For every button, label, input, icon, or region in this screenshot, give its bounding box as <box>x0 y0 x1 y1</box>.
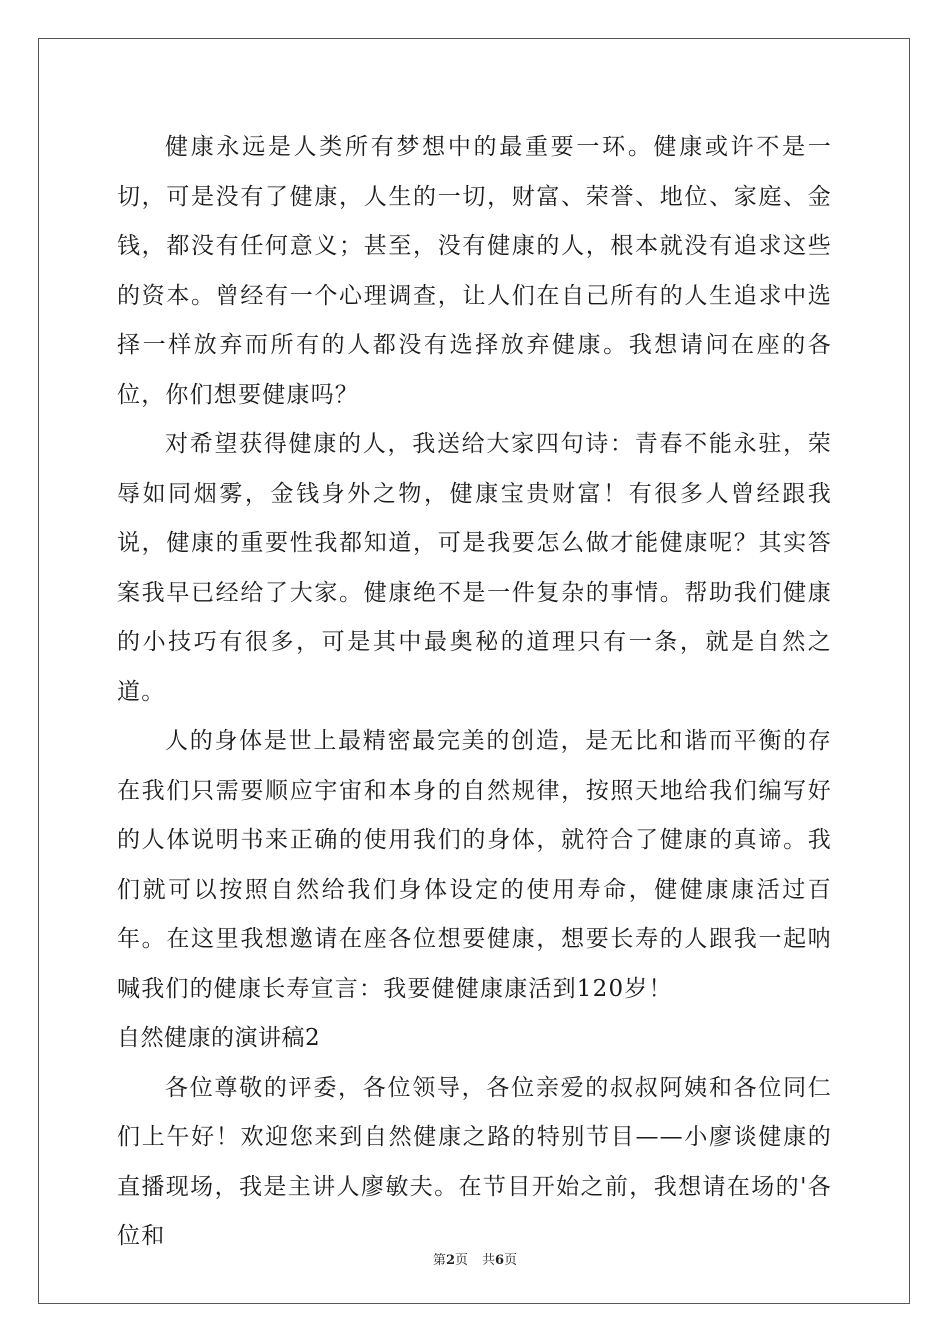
page-suffix: 页 <box>454 1253 468 1268</box>
document-body <box>117 123 832 1262</box>
page-prefix: 第 <box>432 1253 446 1268</box>
paragraph-1: 健康永远是人类所有梦想中的最重要一环。健康或许不是一切，可是没有了健康，人生的一切，财富、荣誉、地位、家庭、金钱，都没有任何意义；甚至，没有健康的人，根本就没有追求这些的资本。曾经有一个心理调查，让人们在自己所有的人生追求中选择一样放弃而所有的人都没有选择放弃健康。我想请问在座的各位，你们想要健康吗？ <box>117 134 832 408</box>
page-total: 6 <box>495 1253 505 1268</box>
section-paragraph-1: 各位尊敬的评委，各位领导，各位亲爱的叔叔阿姨和各位同仁们上午好！欢迎您来到自然健康之路的特别节目——小廖谈健康的直播现场，我是主讲人廖敏夫。在节目开始之前，我想请在场的'各位和 <box>117 1074 832 1249</box>
page-current: 2 <box>445 1253 455 1268</box>
section-heading: 自然健康的演讲稿2 <box>117 1025 321 1051</box>
total-suffix: 页 <box>504 1253 518 1268</box>
page-footer <box>0 1249 950 1268</box>
total-prefix: 共 <box>482 1253 496 1268</box>
paragraph-3: 人的身体是世上最精密最完美的创造，是无比和谐而平衡的存在我们只需要顺应宇宙和本身的自然规律，按照天地给我们编写好的人体说明书来正确的使用我们的身体，就符合了健康的真谛。我们就可以按照自然给我们身体设定的使用寿命，健健康康活过百年。在这里我想邀请在座各位想要健康，想要长寿的人跟我一起呐喊我们的健康长寿宣言：我要健健康康活到120岁！ <box>117 728 832 1002</box>
paragraph-2: 对希望获得健康的人，我送给大家四句诗：青春不能永驻，荣辱如同烟雾，金钱身外之物，健康宝贵财富！有很多人曾经跟我说，健康的重要性我都知道，可是我要怎么做才能健康呢？其实答案我早已经给了大家。健康绝不是一件复杂的事情。帮助我们健康的小技巧有很多，可是其中最奥秘的道理只有一条，就是自然之道。 <box>117 431 832 705</box>
